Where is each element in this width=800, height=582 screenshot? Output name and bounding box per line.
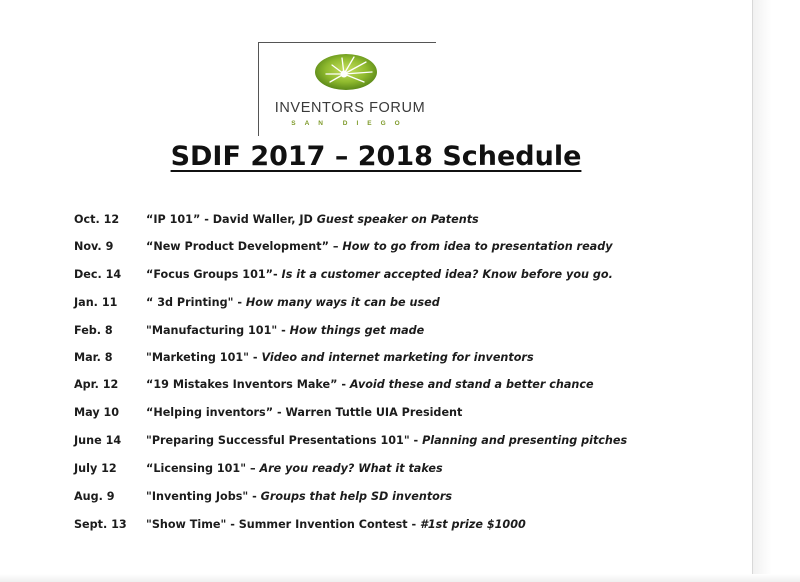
event-description: #1st prize $1000: [420, 518, 526, 531]
event-title: "Preparing Successful Presentations 101" -: [146, 434, 419, 447]
event-description: Is it a customer accepted idea? Know before you go.: [281, 268, 613, 281]
bottom-edge: [0, 574, 800, 582]
event-title: “IP 101” - David Waller, JD: [146, 213, 313, 226]
event-details: [146, 434, 627, 447]
event-details: [146, 406, 462, 419]
event-date: Apr. 12: [74, 378, 119, 391]
event-description: Groups that help SD inventors: [260, 490, 453, 503]
event-description: Planning and presenting pitches: [422, 434, 628, 447]
event-title: “Helping inventors” - Warren Tuttle UIA President: [146, 406, 463, 419]
event-date: Aug. 9: [74, 490, 115, 503]
event-details: [146, 518, 526, 531]
event-details: [146, 296, 440, 309]
event-description: How to go from idea to presentation ready: [342, 240, 613, 253]
event-details: [146, 351, 534, 364]
event-description: Guest speaker on Patents: [316, 213, 479, 226]
event-title: “New Product Development” –: [146, 240, 339, 253]
page-title: [0, 141, 752, 172]
event-description: Video and internet marketing for inventors: [261, 351, 534, 364]
logo-frame-top: [258, 42, 436, 43]
event-date: May 10: [74, 406, 120, 419]
event-date: Mar. 8: [74, 351, 113, 364]
event-title: "Marketing 101" -: [146, 351, 258, 364]
event-date: Sept. 13: [74, 518, 127, 531]
event-date: Oct. 12: [74, 213, 120, 226]
page-edge-shadow: [753, 0, 800, 582]
event-date: Feb. 8: [74, 324, 113, 337]
event-title: "Inventing Jobs" -: [146, 490, 257, 503]
event-description: How things get made: [289, 324, 425, 337]
event-title: "Manufacturing 101" -: [146, 324, 286, 337]
event-details: [146, 240, 613, 253]
event-details: [146, 490, 452, 503]
event-date: July 12: [74, 462, 117, 475]
logo-name: INVENTORS FORUM: [274, 100, 426, 116]
event-title: "Show Time" - Summer Invention Contest -: [146, 518, 417, 531]
event-details: [146, 378, 594, 391]
event-description: How many ways it can be used: [245, 296, 440, 309]
sunburst-logo-icon: [314, 52, 378, 92]
event-title: “19 Mistakes Inventors Make” -: [146, 378, 346, 391]
event-details: [146, 213, 479, 226]
event-description: Avoid these and stand a better chance: [349, 378, 594, 391]
event-details: [146, 268, 613, 281]
event-date: Dec. 14: [74, 268, 122, 281]
event-title: “Licensing 101" –: [146, 462, 256, 475]
event-date: June 14: [74, 434, 122, 447]
event-description: Are you ready? What it takes: [259, 462, 443, 475]
event-title: “Focus Groups 101”-: [146, 268, 278, 281]
event-title: “ 3d Printing" -: [146, 296, 242, 309]
logo-subtitle: SAN DIEGO: [291, 120, 409, 127]
event-date: Nov. 9: [74, 240, 114, 253]
page-title-text: SDIF 2017 – 2018 Schedule: [170, 141, 582, 172]
logo-frame-left: [258, 42, 259, 136]
event-details: [146, 324, 424, 337]
event-date: Jan. 11: [74, 296, 118, 309]
event-details: [146, 462, 443, 475]
